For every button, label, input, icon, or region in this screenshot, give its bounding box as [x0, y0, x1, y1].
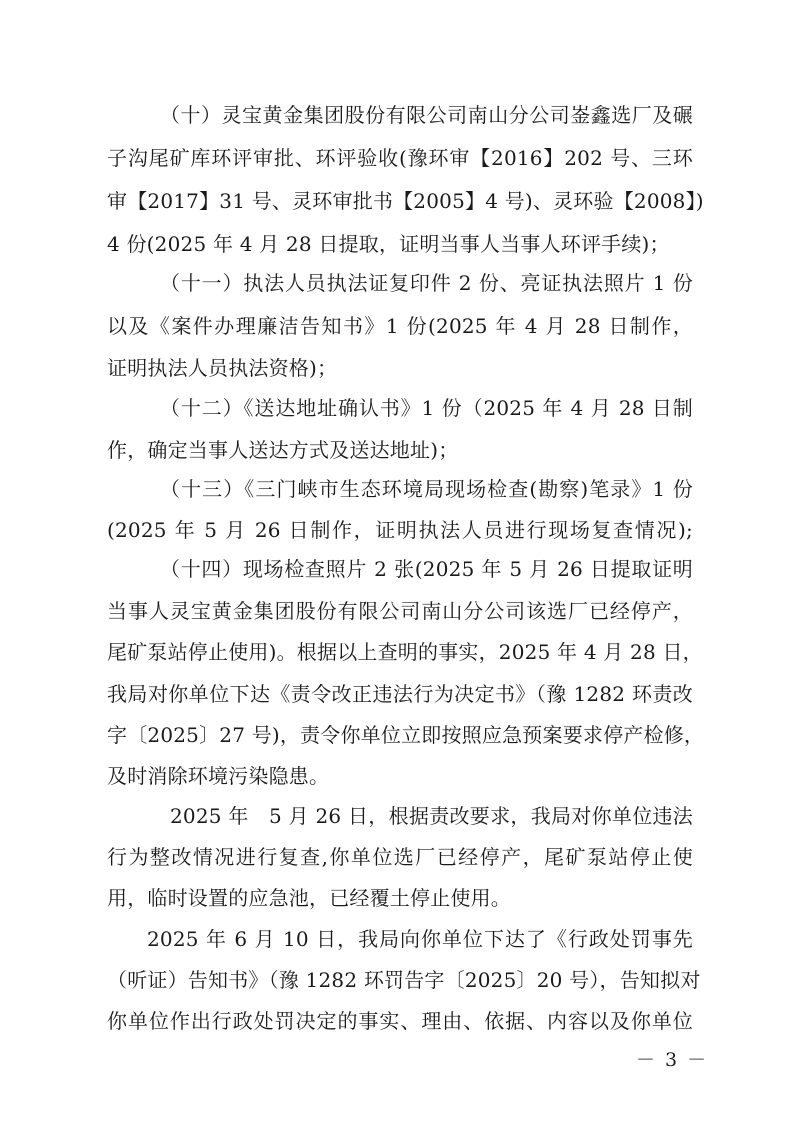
- paragraph-line: 及时消除环境污染隐患。: [107, 764, 330, 788]
- paragraph-line: 用，临时设置的应急池，已经覆土停止使用。: [107, 886, 511, 910]
- paragraph-line: 审【2017】31 号、灵环审批书【2005】4 号)、灵环验【2008】): [107, 189, 704, 213]
- paragraph-line: 你单位作出行政处罚决定的事实、理由、依据、内容以及你单位: [107, 1009, 693, 1033]
- paragraph-line: 我局对你单位下达《责令改正违法行为决定书》（豫 1282 环责改: [107, 682, 693, 706]
- paragraph-line: 子沟尾矿库环评审批、环评验收(豫环审【2016】202 号、三环: [107, 146, 693, 170]
- paragraph-line: （十）灵宝黄金集团股份有限公司南山分公司崟鑫选厂及碾: [160, 103, 693, 127]
- paragraph-line: (2025 年 5 月 26 日制作，证明执法人员进行现场复查情况);: [107, 518, 693, 542]
- paragraph-line: （十一）执法人员执法证复印件 2 份、亮证执法照片 1 份: [160, 271, 693, 295]
- page-number: － 3 －: [636, 1049, 709, 1071]
- paragraph-line: 4 份(2025 年 4 月 28 日提取，证明当事人当事人环评手续)；: [107, 232, 670, 256]
- paragraph-line: 字〔2025〕27 号)，责令你单位立即按照应急预案要求停产检修，: [107, 723, 705, 747]
- paragraph-line: 2025 年 5 月 26 日，根据责改要求，我局对你单位违法: [170, 804, 693, 828]
- paragraph-line: 行为整改情况进行复查,你单位选厂已经停产，尾矿泵站停止使: [107, 845, 693, 869]
- paragraph-line: （十二）《送达地址确认书》1 份（2025 年 4 月 28 日制: [160, 396, 693, 420]
- paragraph-line: （听证）告知书》（豫 1282 环罚告字〔2025〕20 号），告知拟对: [107, 968, 701, 992]
- paragraph-line: （十四）现场检查照片 2 张(2025 年 5 月 26 日提取证明: [160, 557, 693, 581]
- paragraph-line: 尾矿泵站停止使用)。根据以上查明的事实，2025 年 4 月 28 日，: [107, 640, 703, 664]
- paragraph-line: （十三）《三门峡市生态环境局现场检查(勘察)笔录》1 份: [160, 477, 693, 501]
- paragraph-line: 当事人灵宝黄金集团股份有限公司南山分公司该选厂已经停产，: [107, 599, 693, 623]
- paragraph-line: 以及《案件办理廉洁告知书》1 份(2025 年 4 月 28 日制作，: [107, 314, 693, 338]
- paragraph-line: 证明执法人员执法资格)；: [107, 356, 338, 380]
- paragraph-line: 2025 年 6 月 10 日，我局向你单位下达了《行政处罚事先: [147, 927, 693, 951]
- paragraph-line: 作，确定当事人送达方式及送达地址)；: [107, 438, 459, 462]
